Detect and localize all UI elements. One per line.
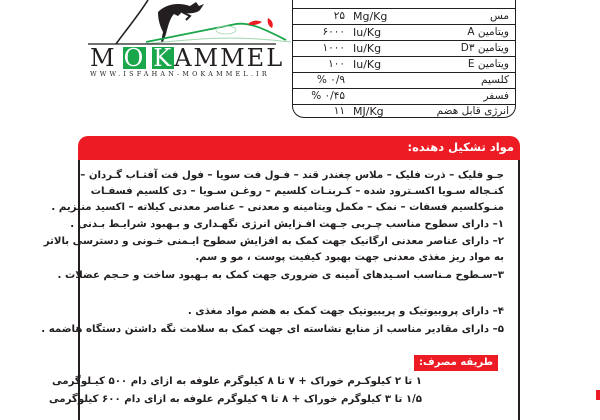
nutrient-value: % ۰/۴۵ [311, 90, 345, 102]
brand-letter-m: M [90, 44, 117, 72]
brand-name [90, 44, 285, 72]
nutrient-name: ویتامین E [467, 58, 509, 70]
ingredients-title: مواد تشکیل دهنده: [407, 140, 514, 154]
ingredients-panel [41, 136, 520, 416]
ingredients-header [78, 136, 520, 160]
table-row [293, 25, 515, 41]
ingredients-body [41, 160, 520, 420]
nutrient-unit: Iu/Kg [353, 58, 382, 71]
benefit-line: ۳–سـطوح مـناسب اسـیدهای آمینه ی ضروری جهت کمک به بـهبود ساخت و حـجم عضلات . [57, 270, 504, 281]
nutrition-table [292, 0, 516, 118]
website-url: WWW.ISFAHAN-MOKAMMEL.IR [90, 70, 270, 78]
nutrient-value: ۱۰۰ [328, 58, 345, 70]
usage-title: طریقه مصرف: [414, 355, 498, 371]
nutrient-value: ۱۰۰۰ [322, 42, 345, 54]
brand-letters-ammel: AMMEL [174, 44, 285, 72]
ingredients-line: جـو فلیک – ذرت فلیک – ملاس چغندر قند – فـول فت سویا – فول فت آفتـاب گـردان – [80, 170, 504, 181]
usage-line: ۱/۵ تا ۳ کیلوگرم خوراک + ۸ تا ۹ کیلوگرم علوفه به ازای دام ۶۰۰ کیلوگرمی [48, 394, 422, 405]
usage-line: ۱ تا ۲ کیلوکـرم خوراک + ۷ تا ۸ کیلوگرم علوفه به ازای دام ۵۰۰ کیـلوگرمی [51, 376, 422, 387]
table-row [293, 73, 515, 89]
nutrient-name: مس [489, 10, 509, 22]
benefit-line: ۱– دارای سطوح مناسب چـربی جـهت افـزایش انرژی نگهـداری و بـهبود شرایـط بـدنی . [70, 219, 504, 230]
nutrient-value: ۱۱ [333, 105, 345, 117]
nutrient-unit: Iu/Kg [353, 42, 382, 55]
nutrient-name: ویتامین A [467, 26, 509, 38]
brand-letter-k: K [153, 44, 174, 72]
benefit-line: به مواد ریز مغذی معدنی جهت بهبود کیفیت پوست ، مو و سم. [195, 252, 504, 263]
nutrient-name: انرژی قابل هضم [436, 105, 509, 117]
nutrient-unit: Mg/Kg [353, 10, 388, 23]
nutrient-value: ۶۰۰۰ [322, 26, 345, 38]
benefit-line: ۴– دارای پروبیوتیک و پریبیوتیک جهت کمک به هضم مواد مغذی . [187, 306, 504, 317]
ingredients-line: کنـجاله سـویا اکسـترود شده – کـربنـات کلسیم – روغـن سـویا – دی کلسیم فسفـات [90, 186, 504, 197]
table-row [293, 57, 515, 73]
benefit-line: ۵– دارای مقادیر مناسب از منابع نشاسته ای جهت کمک به سلامت نگه داشتن دستگاه هاضمه . [41, 324, 504, 335]
table-row [293, 0, 515, 9]
nutrient-unit: Iu/Kg [353, 26, 382, 39]
nutrient-value: % ۰/۹ [316, 74, 345, 86]
nutrient-unit: MJ/Kg [353, 105, 384, 118]
decorative-red-mark [596, 390, 600, 400]
table-row [293, 41, 515, 57]
table-row [293, 89, 515, 105]
table-row [293, 9, 515, 25]
nutrient-value: ۲۵ [333, 10, 345, 22]
ingredients-line: منـوکلسیم فسفات – نمک – مکمل ویتامینه و معدنی – عناصر معدنی کیلاته – اکسید منیزیم . [51, 202, 504, 213]
nutrient-name: کلسیم [481, 74, 509, 86]
brand-letter-o: O [123, 44, 146, 72]
benefit-line: ۲– دارای عناصر معدنی ارگانیک جهت کمک به افزایش سطوح ایـمنی خـونی و دسترسی بالاتر [43, 236, 504, 247]
brand-logo [86, 0, 296, 80]
nutrient-name: ویتامین D۳ [460, 42, 509, 54]
table-row [293, 104, 515, 118]
horse-jumper-icon [86, 0, 296, 50]
nutrient-name: فسفر [483, 90, 509, 102]
